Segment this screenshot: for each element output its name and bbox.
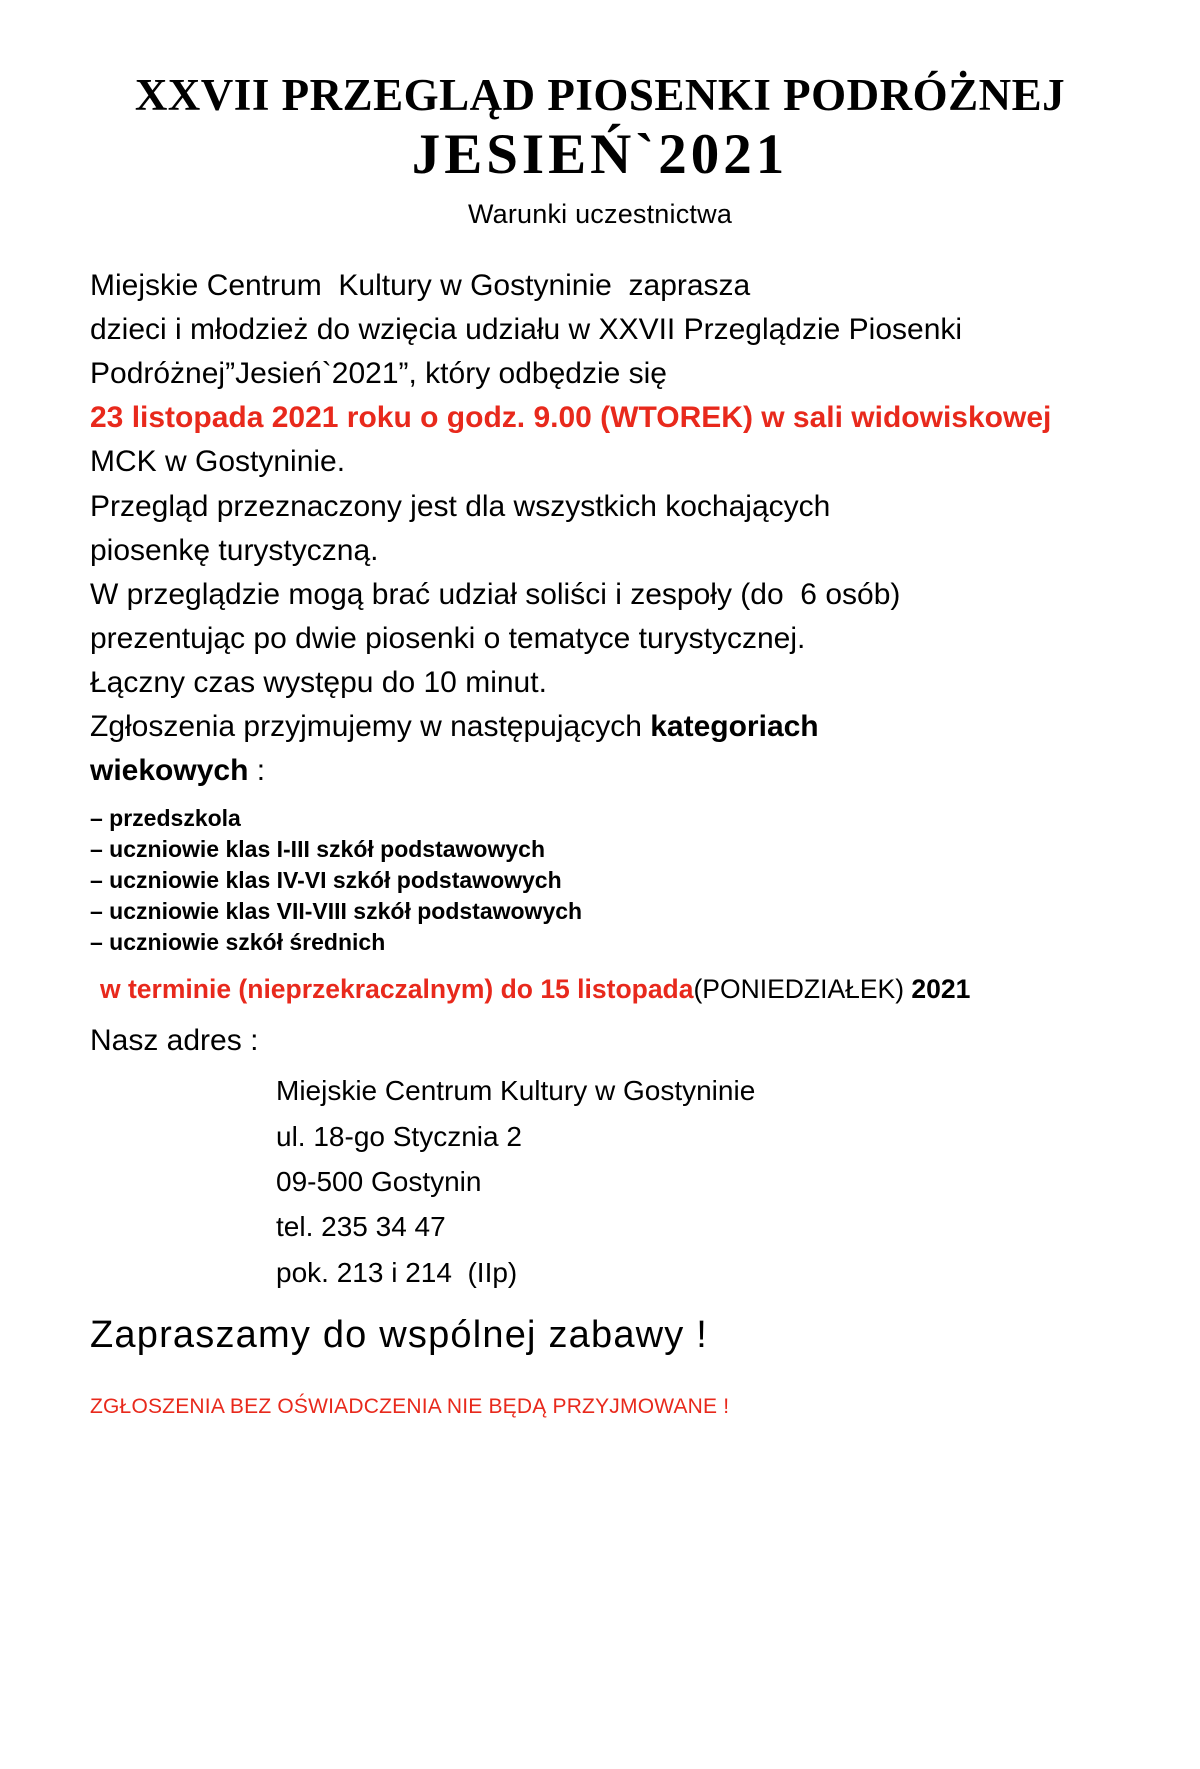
info-line-3: W przeglądzie mogą brać udział soliści i zespoły (do 6 osób) bbox=[90, 577, 901, 611]
list-item: – uczniowie klas VII-VIII szkół podstawowych bbox=[90, 898, 583, 925]
poster-page bbox=[0, 72, 1200, 1769]
deadline-part-1: w terminie (nieprzekraczalnym) do 15 listopada bbox=[100, 974, 694, 1005]
list-item: – uczniowie klas I-III szkół podstawowych bbox=[90, 836, 546, 863]
categories-list bbox=[78, 803, 1122, 958]
list-item: – uczniowie klas IV-VI szkół podstawowych bbox=[90, 867, 562, 894]
poster-body bbox=[78, 264, 1122, 793]
address-room: pok. 213 i 214 (IIp) bbox=[276, 1256, 518, 1288]
info-line-4: prezentując po dwie piosenki o tematyce turystycznej. bbox=[90, 621, 806, 655]
deadline-part-2: (PONIEDZIAŁEK) bbox=[693, 974, 905, 1005]
intro-line-3: Podróżnej”Jesień`2021”, który odbędzie się bbox=[90, 357, 667, 391]
address-line: ul. 18-go Stycznia 2 bbox=[276, 1120, 522, 1152]
list-item: – uczniowie szkół średnich bbox=[90, 929, 386, 956]
address-label: Nasz adres : bbox=[90, 1023, 259, 1057]
categories-intro-bold: kategoriach bbox=[650, 710, 819, 744]
info-line-1: Przegląd przeznaczony jest dla wszystkich kochających bbox=[90, 489, 831, 523]
address-line: Miejskie Centrum Kultury w Gostyninie bbox=[276, 1075, 756, 1107]
info-line-5: Łączny czas występu do 10 minut. bbox=[90, 665, 547, 699]
categories-intro-line-2 bbox=[90, 749, 1122, 793]
categories-intro-bold-2: wiekowych bbox=[90, 754, 249, 788]
venue-line: MCK w Gostyninie. bbox=[90, 445, 346, 479]
intro-line-1: Miejskie Centrum Kultury w Gostyninie zaprasza bbox=[90, 269, 751, 303]
address-line: 09-500 Gostynin bbox=[276, 1166, 482, 1198]
closing-invitation: Zapraszamy do wspólnej zabawy ! bbox=[90, 1314, 709, 1357]
list-item: – przedszkola bbox=[90, 805, 241, 832]
categories-intro-line bbox=[90, 705, 1122, 749]
address-phone: tel. 235 34 47 bbox=[276, 1211, 446, 1243]
deadline-part-3: 2021 bbox=[904, 974, 971, 1005]
poster-subtitle: Warunki uczestnictwa bbox=[467, 199, 733, 230]
highlight-date-line: 23 listopada 2021 roku o godz. 9.00 (WTOREK) w sali widowiskowej bbox=[90, 401, 1052, 435]
poster-title-line2: JESIEŃ`2021 bbox=[411, 123, 789, 187]
info-line-2: piosenkę turystyczną. bbox=[90, 533, 379, 567]
deadline-line bbox=[78, 972, 1122, 1006]
poster-title-line1: XXVII PRZEGLĄD PIOSENKI PODRÓŻNEJ bbox=[134, 70, 1066, 120]
categories-intro-plain: Zgłoszenia przyjmujemy w następujących bbox=[90, 710, 651, 744]
address-block bbox=[78, 1068, 1122, 1295]
footer-warning-note: ZGŁOSZENIA BEZ OŚWIADCZENIA NIE BĘDĄ PRZYJMOWANE ! bbox=[90, 1394, 730, 1418]
intro-line-2: dzieci i młodzież do wzięcia udziału w XXVII Przeglądzie Piosenki bbox=[90, 313, 963, 347]
categories-intro-colon: : bbox=[248, 754, 266, 788]
